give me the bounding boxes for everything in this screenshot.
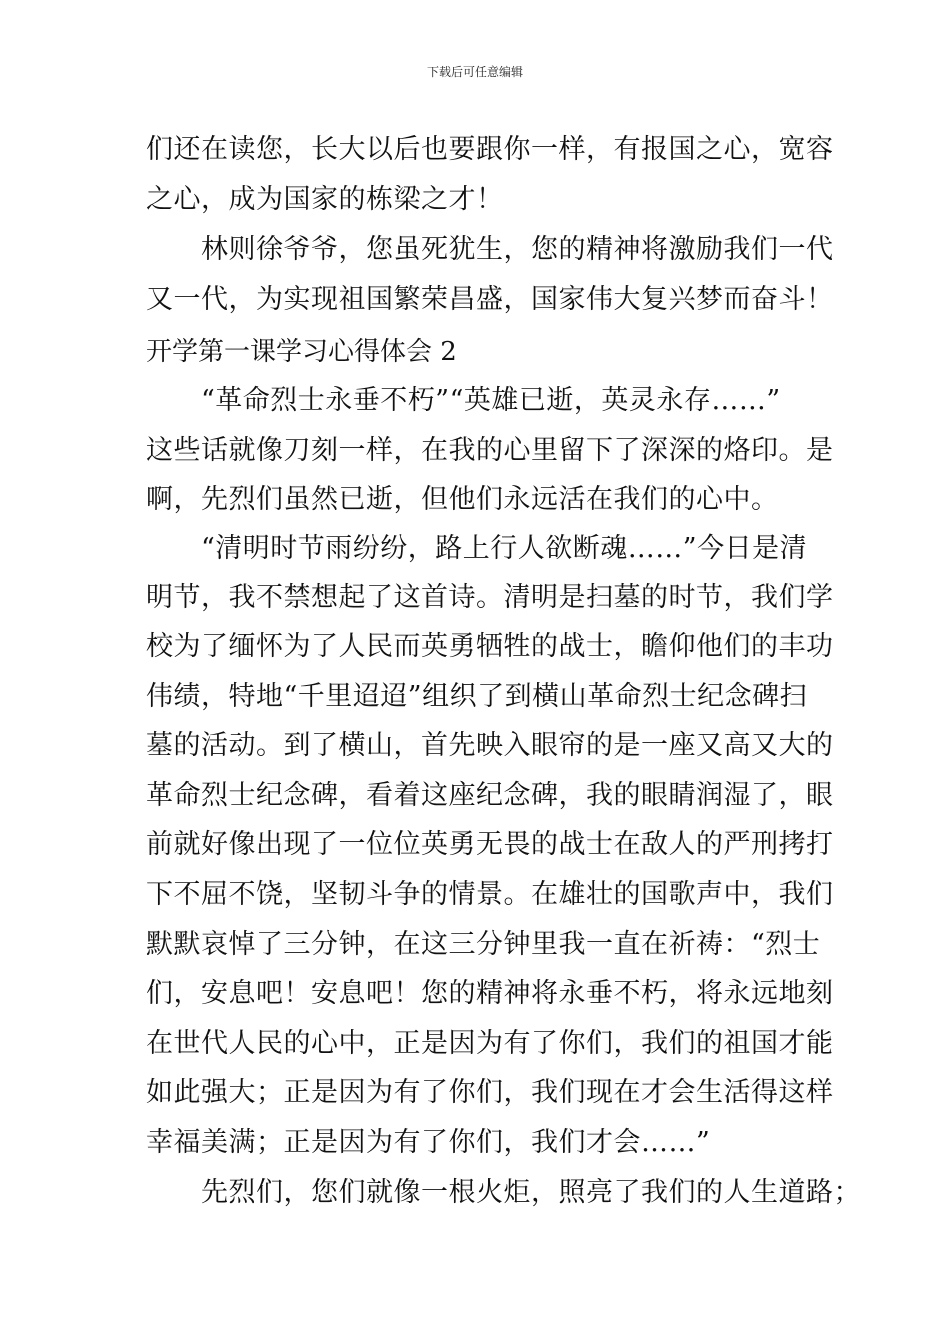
body-line: “革命烈士永垂不朽”“英雄已逝，英灵永存……”: [201, 385, 781, 416]
body-line: 在世代人民的心中，正是因为有了你们，我们的祖国才能: [146, 1028, 834, 1059]
body-line: 明节，我不禁想起了这首诗。清明是扫墓的时节，我们学: [146, 582, 834, 613]
body-line: 默默哀悼了三分钟，在这三分钟里我一直在祈祷：“烈士: [146, 929, 821, 960]
body-line: 墓的活动。到了横山，首先映入眼帘的是一座又高又大的: [146, 730, 834, 761]
body-line: 林则徐爷爷，您虽死犹生，您的精神将激励我们一代: [201, 234, 834, 265]
body-line: 幸福美满；正是因为有了你们，我们才会……”: [146, 1127, 711, 1158]
body-line: 下不屈不饶，坚韧斗争的情景。在雄壮的国歌声中，我们: [146, 879, 834, 910]
body-line: “清明时节雨纷纷，路上行人欲断魂……”今日是清: [201, 533, 808, 564]
body-line: 们，安息吧！安息吧！您的精神将永垂不朽，将永远地刻: [146, 978, 834, 1009]
body-line: 这些话就像刀刻一样，在我的心里留下了深深的烙印。是: [146, 435, 834, 466]
body-line: 又一代，为实现祖国繁荣昌盛，国家伟大复兴梦而奋斗！: [146, 284, 834, 315]
body-line: 革命烈士纪念碑，看着这座纪念碑，我的眼睛润湿了，眼: [146, 780, 834, 811]
body-line: 校为了缅怀为了人民而英勇牺牲的战士，瞻仰他们的丰功: [146, 631, 834, 662]
body-line: 前就好像出现了一位位英勇无畏的战士在敌人的严刑拷打: [146, 829, 834, 860]
page-header: 下载后可任意编辑: [426, 65, 523, 79]
body-line: 如此强大；正是因为有了你们，我们现在才会生活得这样: [146, 1077, 834, 1108]
body-line: 伟绩，特地“千里迢迢”组织了到横山革命烈士纪念碑扫: [146, 681, 808, 712]
body-line: 啊，先烈们虽然已逝，但他们永远活在我们的心中。: [146, 484, 779, 515]
body-line: 之心，成为国家的栋梁之才！: [146, 184, 504, 215]
body-line: 先烈们，您们就像一根火炬，照亮了我们的人生道路；: [201, 1177, 861, 1208]
body-line: 们还在读您，长大以后也要跟你一样，有报国之心，宽容: [146, 134, 834, 165]
section-heading: 开学第一课学习心得体会 2: [146, 337, 457, 367]
